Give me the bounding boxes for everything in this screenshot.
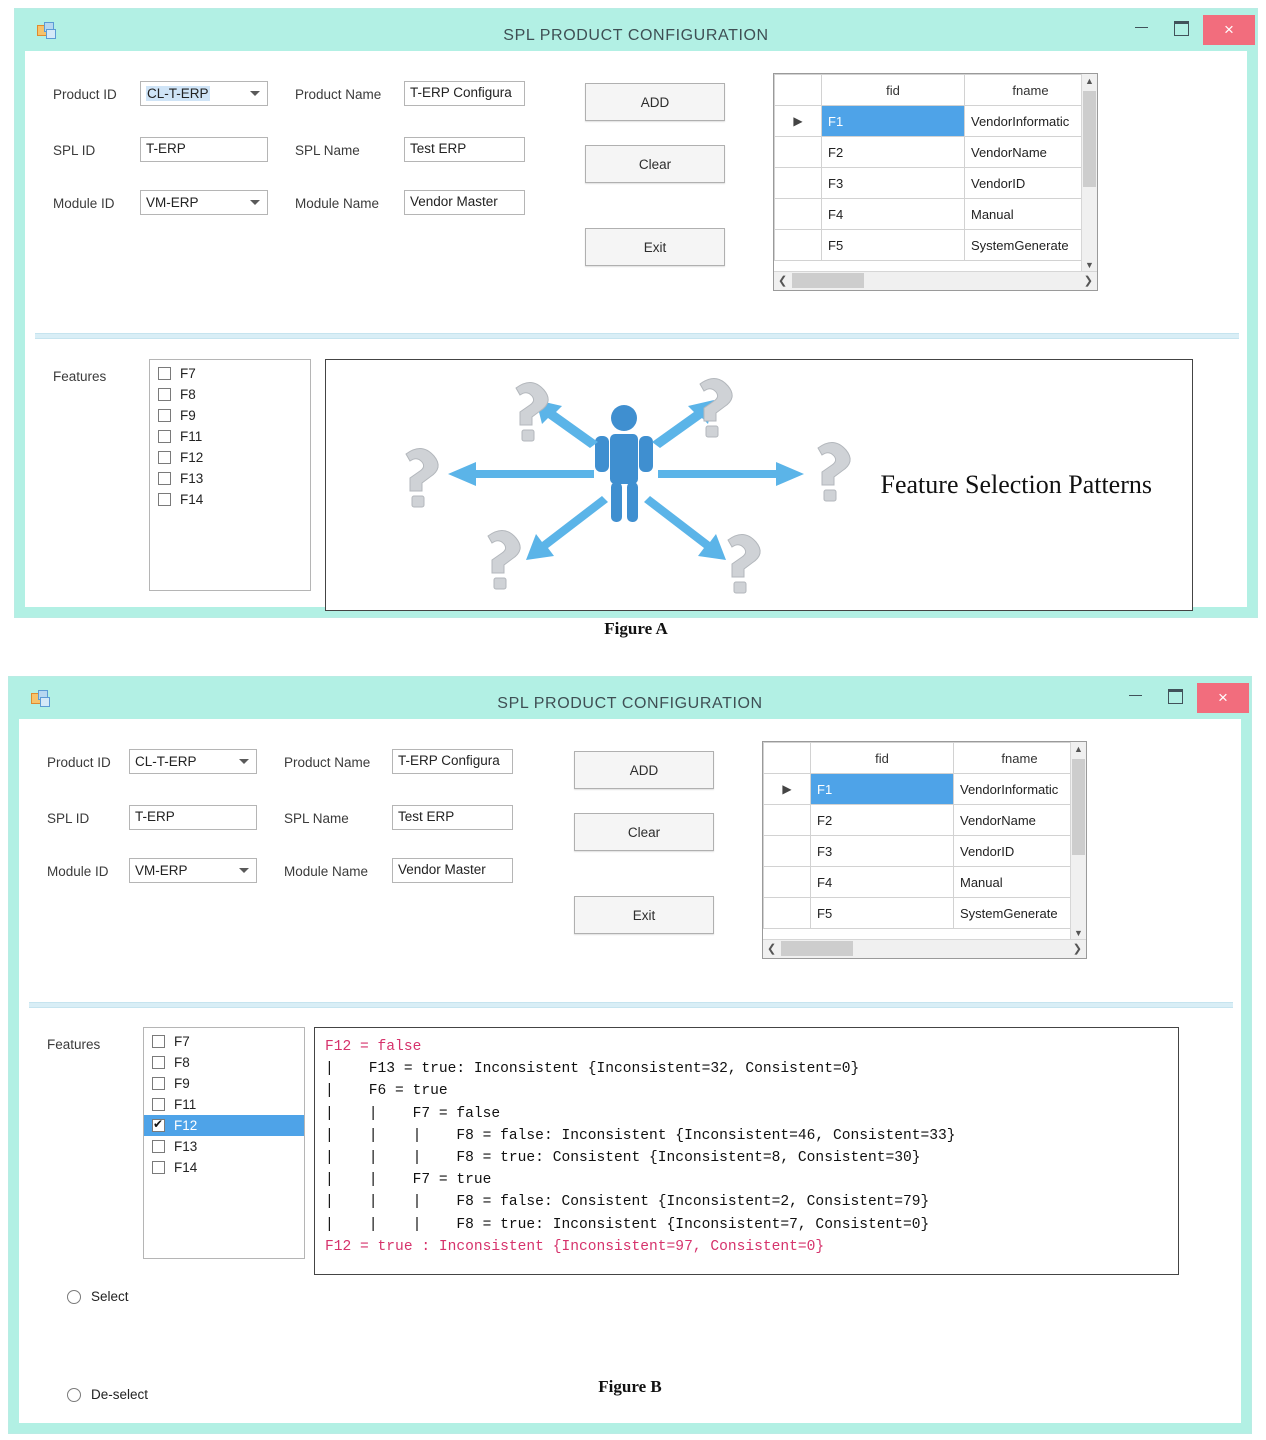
module-name-label-b: Module Name	[284, 864, 369, 879]
row-cursor	[764, 898, 811, 929]
picture-box-a	[325, 359, 1193, 611]
product-id-combo-b[interactable]	[129, 749, 257, 774]
feature-label: F8	[180, 387, 196, 402]
row-cursor	[764, 805, 811, 836]
features-grid-table-b	[763, 742, 1086, 929]
feature-label: F11	[174, 1097, 197, 1112]
form-body-b	[19, 719, 1241, 1423]
spl-name-label-b: SPL Name	[284, 811, 349, 826]
spl-id-input-b[interactable]: T-ERP	[129, 805, 257, 830]
chevron-down-icon	[239, 759, 249, 764]
feature-label: F7	[174, 1034, 190, 1049]
scroll-thumb[interactable]	[781, 941, 853, 956]
feature-item-f7[interactable]	[144, 1031, 304, 1052]
table-row[interactable]	[775, 137, 1097, 168]
feature-label: F12	[174, 1118, 198, 1133]
output-line: | | F7 = false	[325, 1105, 501, 1122]
checkbox-icon[interactable]	[158, 409, 171, 422]
chevron-down-icon	[250, 91, 260, 96]
maximize-button-b[interactable]	[1155, 685, 1195, 711]
form-body-a	[25, 51, 1247, 638]
output-line: | | | F8 = false: Inconsistent {Inconsistent=46, Consistent=33}	[325, 1127, 956, 1144]
features-checklist-b[interactable]	[143, 1027, 305, 1259]
output-line: | F13 = true: Inconsistent {Inconsistent=32, Consistent=0}	[325, 1061, 860, 1078]
cell-fid: F3	[822, 168, 965, 199]
cell-fid: F4	[811, 867, 954, 898]
feature-item-f9[interactable]	[150, 405, 310, 426]
figure-caption-b: Figure B	[598, 1377, 662, 1396]
output-line: | | | F8 = false: Consistent {Inconsistent=2, Consistent=79}	[325, 1194, 930, 1211]
table-row[interactable]	[764, 867, 1086, 898]
spl-id-label-b: SPL ID	[47, 811, 90, 826]
grid-horizontal-scrollbar-a[interactable]	[774, 271, 1097, 290]
feature-label: F9	[180, 408, 196, 423]
feature-label: F8	[174, 1055, 190, 1070]
feature-label: F14	[180, 492, 204, 507]
cell-fid: F2	[811, 805, 954, 836]
table-row[interactable]	[764, 898, 1086, 929]
feature-label: F13	[174, 1139, 198, 1154]
cell-fid: F1	[811, 774, 954, 805]
analysis-output-panel	[314, 1027, 1179, 1275]
scroll-thumb[interactable]	[792, 273, 864, 288]
module-id-combo-b[interactable]	[129, 858, 257, 883]
grid-col-fid-a[interactable]: fid	[822, 75, 965, 106]
close-button-b[interactable]: ×	[1197, 683, 1249, 713]
features-grid-b[interactable]	[762, 741, 1087, 959]
grid-vertical-scrollbar-a[interactable]	[1081, 74, 1097, 272]
scroll-down-icon[interactable]: ▼	[1074, 928, 1083, 938]
feature-item-f14[interactable]	[144, 1157, 304, 1178]
window-figure-a	[14, 8, 1258, 638]
feature-label: F7	[180, 366, 196, 381]
features-grid-table-a	[774, 74, 1097, 261]
grid-col-fname-b[interactable]: fname	[954, 743, 1086, 774]
minimize-button-a[interactable]	[1121, 17, 1161, 43]
checkbox-icon[interactable]	[158, 493, 171, 506]
feature-item-f8[interactable]	[150, 384, 310, 405]
clear-button-a[interactable]: Clear	[585, 145, 725, 183]
spl-id-label-a: SPL ID	[53, 143, 96, 158]
clear-button-b[interactable]: Clear	[574, 813, 714, 851]
product-id-combo-a[interactable]	[140, 81, 268, 106]
cell-fid: F3	[811, 836, 954, 867]
checkbox-icon[interactable]	[152, 1119, 165, 1132]
maximize-button-a[interactable]	[1161, 17, 1201, 43]
close-button-a[interactable]: ×	[1203, 15, 1255, 45]
feature-item-f13[interactable]	[144, 1136, 304, 1157]
cell-fid: F5	[822, 230, 965, 261]
checkbox-icon[interactable]	[158, 451, 171, 464]
chevron-down-icon	[250, 200, 260, 205]
select-radio-label: Select	[91, 1289, 129, 1304]
window-figure-b	[8, 676, 1252, 1434]
grid-col-rowhead-a	[775, 75, 822, 106]
grid-horizontal-scrollbar-b[interactable]	[763, 939, 1086, 958]
scroll-right-icon[interactable]: ❯	[1072, 943, 1082, 955]
cell-fname: Manual	[965, 199, 1097, 230]
cell-fname: SystemGenerate	[965, 230, 1097, 261]
checkbox-icon[interactable]	[152, 1035, 165, 1048]
cell-fname: VendorID	[965, 168, 1097, 199]
table-row[interactable]	[775, 199, 1097, 230]
minimize-button-b[interactable]	[1115, 685, 1155, 711]
feature-item-f7[interactable]	[150, 363, 310, 384]
scroll-right-icon[interactable]: ❯	[1083, 275, 1093, 287]
feature-item-f13[interactable]	[150, 468, 310, 489]
titlebar-a	[15, 9, 1257, 51]
window-title-b: SPL PRODUCT CONFIGURATION	[497, 695, 763, 712]
add-button-a[interactable]: ADD	[585, 83, 725, 121]
feature-item-f11[interactable]	[150, 426, 310, 447]
cell-fid: F5	[811, 898, 954, 929]
module-id-value-b: VM-ERP	[135, 863, 188, 878]
spl-name-label-a: SPL Name	[295, 143, 360, 158]
product-name-label-b: Product Name	[284, 755, 371, 770]
cell-fname: VendorName	[954, 805, 1086, 836]
output-line: | | | F8 = true: Inconsistent {Inconsistent=7, Consistent=0}	[325, 1216, 930, 1233]
table-row[interactable]	[764, 805, 1086, 836]
titlebar-b	[9, 677, 1251, 719]
feature-item-f14[interactable]	[150, 489, 310, 510]
feature-selection-illustration	[366, 370, 886, 600]
product-id-value-b: CL-T-ERP	[135, 754, 197, 769]
table-row[interactable]	[775, 106, 1097, 137]
cell-fname: SystemGenerate	[954, 898, 1086, 929]
scroll-thumb[interactable]	[1072, 759, 1085, 855]
scroll-left-icon[interactable]: ❮	[778, 275, 788, 287]
feature-item-f12[interactable]	[144, 1115, 304, 1136]
row-cursor	[764, 836, 811, 867]
feature-item-f11[interactable]	[144, 1094, 304, 1115]
row-cursor	[775, 230, 822, 261]
grid-col-fid-b[interactable]: fid	[811, 743, 954, 774]
exit-button-b[interactable]: Exit	[574, 896, 714, 934]
cell-fid: F4	[822, 199, 965, 230]
row-cursor	[764, 867, 811, 898]
module-name-input-b[interactable]: Vendor Master	[392, 858, 513, 883]
cell-fid: F1	[822, 106, 965, 137]
scroll-left-icon[interactable]: ❮	[767, 943, 777, 955]
grid-col-fname-a[interactable]: fname	[965, 75, 1097, 106]
cell-fid: F2	[822, 137, 965, 168]
checkbox-icon[interactable]	[158, 367, 171, 380]
cell-fname: VendorName	[965, 137, 1097, 168]
window-title-a: SPL PRODUCT CONFIGURATION	[503, 27, 769, 44]
output-line: | | | F8 = true: Consistent {Inconsistent=8, Consistent=30}	[325, 1150, 921, 1167]
grid-header-row-a	[775, 75, 1097, 106]
checkbox-icon[interactable]	[158, 472, 171, 485]
spl-name-input-b[interactable]: Test ERP	[392, 805, 513, 830]
output-line: | | F7 = true	[325, 1172, 492, 1189]
grid-body-a	[775, 106, 1097, 261]
product-id-label-b: Product ID	[47, 755, 111, 770]
module-name-input-a[interactable]: Vendor Master	[404, 190, 525, 215]
select-radio[interactable]	[67, 1289, 129, 1304]
product-id-value-a: CL-T-ERP	[147, 86, 209, 101]
table-row[interactable]	[775, 168, 1097, 199]
cell-fname: VendorInformatic	[965, 106, 1097, 137]
spl-id-input-a[interactable]: T-ERP	[140, 137, 268, 162]
add-button-b[interactable]: ADD	[574, 751, 714, 789]
radio-icon[interactable]	[67, 1290, 81, 1304]
feature-item-f8[interactable]	[144, 1052, 304, 1073]
section-divider-b	[29, 1002, 1233, 1008]
feature-label: F13	[180, 471, 204, 486]
feature-label: F11	[180, 429, 203, 444]
table-row[interactable]	[775, 230, 1097, 261]
module-name-label-a: Module Name	[295, 196, 380, 211]
checkbox-icon[interactable]	[158, 388, 171, 401]
product-id-label-a: Product ID	[53, 87, 117, 102]
scroll-up-icon[interactable]: ▲	[1074, 744, 1083, 754]
checkbox-icon[interactable]	[152, 1161, 165, 1174]
features-label-b: Features	[47, 1037, 101, 1052]
checkbox-icon[interactable]	[152, 1140, 165, 1153]
row-cursor	[775, 137, 822, 168]
feature-item-f12[interactable]	[150, 447, 310, 468]
feature-label: F9	[174, 1076, 190, 1091]
output-line: F12 = true : Inconsistent {Inconsistent=97, Consistent=0}	[325, 1238, 825, 1255]
module-id-combo-a[interactable]	[140, 190, 268, 215]
grid-body-b	[764, 774, 1086, 929]
chevron-down-icon	[239, 868, 249, 873]
row-cursor	[775, 168, 822, 199]
checkbox-icon[interactable]	[158, 430, 171, 443]
output-line: F12 = false	[325, 1039, 422, 1055]
spl-name-input-a[interactable]: Test ERP	[404, 137, 525, 162]
deselect-radio-label: De-select	[91, 1387, 149, 1402]
section-divider-a	[35, 333, 1239, 339]
product-name-input-a[interactable]: T-ERP Configura	[404, 81, 525, 106]
feature-label: F14	[174, 1160, 198, 1175]
module-id-label-a: Module ID	[53, 196, 115, 211]
checkbox-icon[interactable]	[152, 1098, 165, 1111]
table-row[interactable]	[764, 774, 1086, 805]
row-cursor: ▶	[764, 774, 811, 805]
table-row[interactable]	[764, 836, 1086, 867]
scroll-up-icon[interactable]: ▲	[1085, 76, 1094, 86]
row-cursor: ▶	[775, 106, 822, 137]
checkbox-icon[interactable]	[152, 1056, 165, 1069]
figure-caption-a: Figure A	[604, 619, 668, 638]
scroll-down-icon[interactable]: ▼	[1085, 260, 1094, 270]
feature-item-f9[interactable]	[144, 1073, 304, 1094]
cell-fname: Manual	[954, 867, 1086, 898]
grid-col-rowhead-b	[764, 743, 811, 774]
row-cursor	[775, 199, 822, 230]
cell-fname: VendorID	[954, 836, 1086, 867]
module-id-value-a: VM-ERP	[146, 195, 199, 210]
features-checklist-a[interactable]	[149, 359, 311, 591]
product-name-input-b[interactable]: T-ERP Configura	[392, 749, 513, 774]
product-name-label-a: Product Name	[295, 87, 382, 102]
cell-fname: VendorInformatic	[954, 774, 1086, 805]
features-label-a: Features	[53, 369, 107, 384]
grid-header-row-b	[764, 743, 1086, 774]
grid-vertical-scrollbar-b[interactable]	[1070, 742, 1086, 940]
output-line: | F6 = true	[325, 1083, 448, 1100]
feature-label: F12	[180, 450, 204, 465]
scroll-thumb[interactable]	[1083, 91, 1096, 187]
picture-caption-a: Feature Selection Patterns	[880, 470, 1152, 499]
features-grid-a[interactable]	[773, 73, 1098, 291]
module-id-label-b: Module ID	[47, 864, 109, 879]
exit-button-a[interactable]: Exit	[585, 228, 725, 266]
checkbox-icon[interactable]	[152, 1077, 165, 1090]
